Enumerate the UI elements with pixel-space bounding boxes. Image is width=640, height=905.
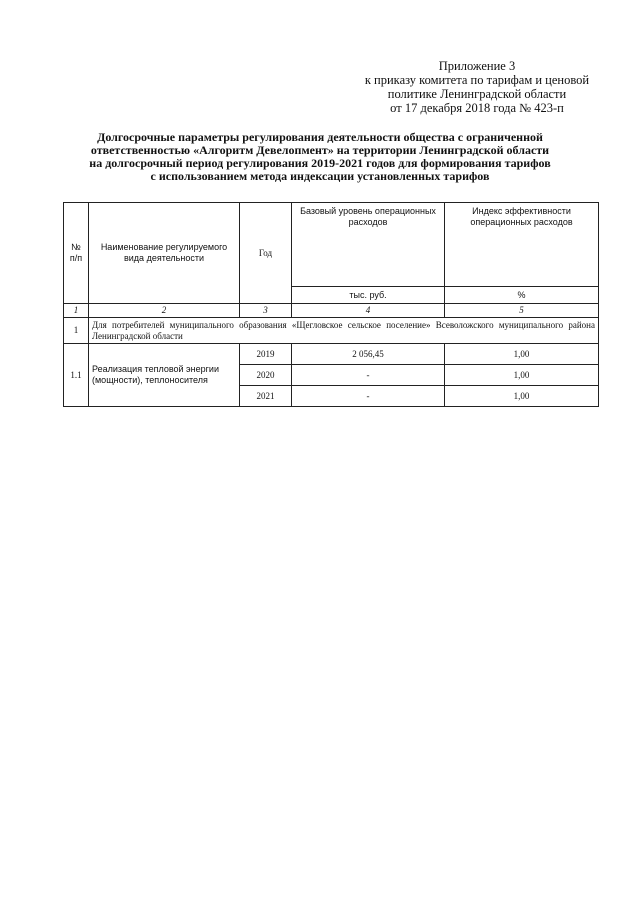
header-num: № п/п bbox=[64, 203, 89, 304]
section-row bbox=[64, 318, 599, 344]
appendix-line-3: политике Ленинградской области bbox=[387, 87, 567, 101]
unit-efficiency: % bbox=[445, 287, 599, 304]
row-year: 2021 bbox=[240, 386, 292, 407]
parameters-table bbox=[63, 202, 599, 407]
appendix-line-4: от 17 декабря 2018 года № 423-п bbox=[390, 101, 564, 115]
appendix-reference bbox=[352, 59, 602, 115]
col-number-1: 1 bbox=[64, 304, 89, 318]
title-line-1: Долгосрочные параметры регулирования деятельности общества с ограниченной bbox=[97, 130, 543, 144]
row-base-costs: - bbox=[292, 365, 445, 386]
row-efficiency: 1,00 bbox=[445, 365, 599, 386]
col-number-2: 2 bbox=[89, 304, 240, 318]
header-base-costs: Базовый уровень операционных расходов bbox=[292, 203, 445, 287]
item-activity: Реализация тепловой энергии (мощности), теплоносителя bbox=[89, 344, 240, 407]
row-year: 2020 bbox=[240, 365, 292, 386]
title-line-4: с использованием метода индексации установленных тарифов bbox=[150, 169, 490, 183]
column-numbers-row bbox=[64, 304, 599, 318]
row-base-costs: - bbox=[292, 386, 445, 407]
col-number-5: 5 bbox=[445, 304, 599, 318]
col-number-3: 3 bbox=[240, 304, 292, 318]
section-num: 1 bbox=[64, 318, 89, 344]
row-efficiency: 1,00 bbox=[445, 344, 599, 365]
header-efficiency: Индекс эффективности операционных расходов bbox=[445, 203, 599, 287]
row-year: 2019 bbox=[240, 344, 292, 365]
appendix-line-1: Приложение 3 bbox=[438, 59, 516, 73]
header-activity: Наименование регулируемого вида деятельности bbox=[89, 203, 240, 304]
row-efficiency: 1,00 bbox=[445, 386, 599, 407]
document-title bbox=[40, 131, 600, 183]
header-year: Год bbox=[240, 203, 292, 304]
section-text: Для потребителей муниципального образования «Щегловское сельское поселение» Всеволожского муниципального района Ленинградской области bbox=[89, 318, 599, 344]
table-header-row bbox=[64, 203, 599, 287]
title-line-3: на долгосрочный период регулирования 2019-2021 годов для формирования тарифов bbox=[89, 156, 551, 170]
appendix-line-2: к приказу комитета по тарифам и ценовой bbox=[364, 73, 590, 87]
unit-base-costs: тыс. руб. bbox=[292, 287, 445, 304]
row-base-costs: 2 056,45 bbox=[292, 344, 445, 365]
col-number-4: 4 bbox=[292, 304, 445, 318]
item-num: 1.1 bbox=[64, 344, 89, 407]
table-row bbox=[64, 344, 599, 365]
title-line-2: ответственностью «Алгоритм Девелопмент» на территории Ленинградской области bbox=[90, 143, 550, 157]
